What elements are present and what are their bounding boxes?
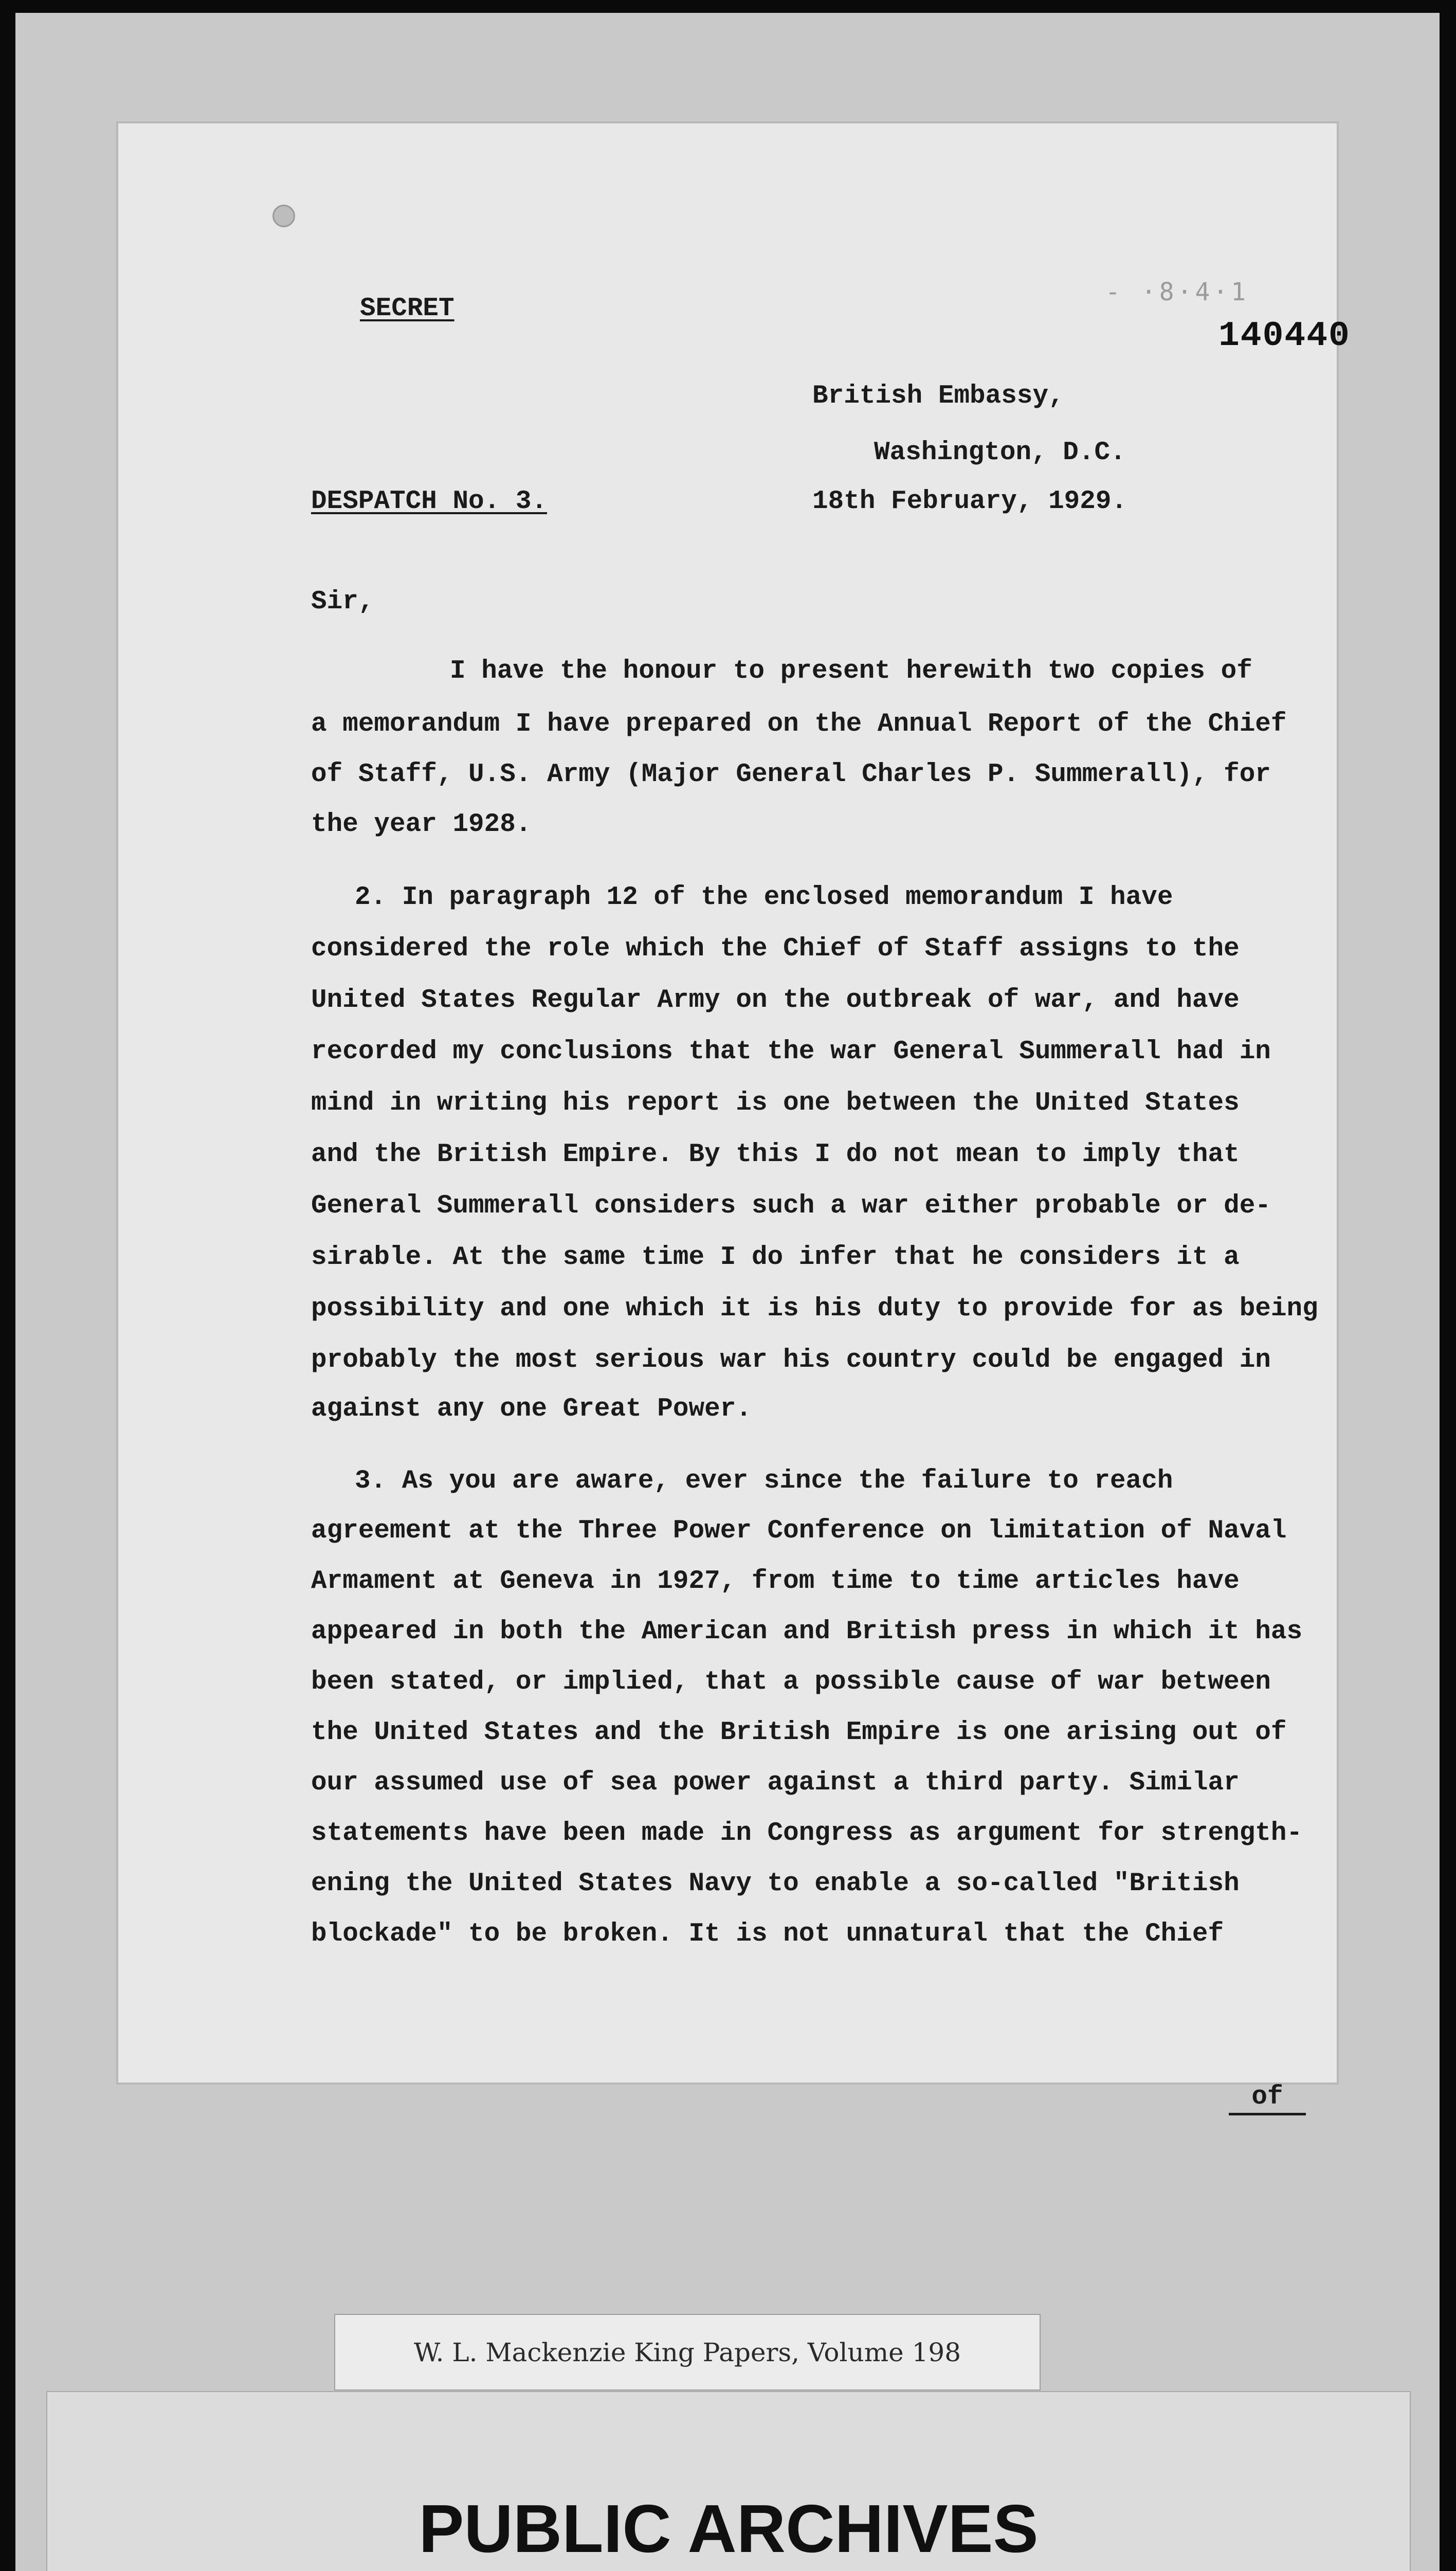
body-line: sirable. At the same time I do infer that he considers it a: [311, 1243, 1240, 1272]
body-line: statements have been made in Congress as argument for strength-: [311, 1819, 1303, 1848]
archive-stamp: [46, 2391, 1411, 2571]
body-line: appeared in both the American and British press in which it has: [311, 1617, 1303, 1646]
archive-stamp-english: PUBLIC ARCHIVES: [418, 2491, 1039, 2566]
body-line: a memorandum I have prepared on the Annual Report of the Chief: [311, 710, 1287, 739]
punch-hole: [272, 205, 295, 227]
microfilm-frame: [15, 13, 1440, 2571]
stamp-smudge: - ·8·4·1: [1105, 278, 1249, 306]
body-line: ening the United States Navy to enable a so-called "British: [311, 1869, 1240, 1898]
despatch-number: DESPATCH No. 3.: [311, 487, 548, 516]
body-line: blockade" to be broken. It is not unnatural that the Chief: [311, 1920, 1224, 1949]
body-line: General Summerall considers such a war either probable or de-: [311, 1191, 1271, 1221]
sender-address-line: British Embassy,: [812, 382, 1064, 411]
body-line: and the British Empire. By this I do not mean to imply that: [311, 1140, 1240, 1169]
body-line: considered the role which the Chief of Staff assigns to the: [311, 934, 1240, 964]
letter-page: [118, 123, 1351, 2112]
classification-heading: SECRET: [360, 294, 454, 323]
body-line: I have the honour to present herewith two copies of: [450, 657, 1252, 686]
body-line: 3. As you are aware, ever since the failure to reach: [355, 1466, 1173, 1496]
body-line: United States Regular Army on the outbreak of war, and have: [311, 986, 1240, 1015]
salutation: Sir,: [311, 587, 374, 617]
body-line: agreement at the Three Power Conference on limitation of Naval: [311, 1516, 1287, 1546]
archive-number: 140440: [1218, 316, 1351, 356]
body-line: of Staff, U.S. Army (Major General Charles P. Summerall), for: [311, 760, 1271, 789]
body-line: Armament at Geneva in 1927, from time to time articles have: [311, 1567, 1240, 1596]
sender-address-line: Washington, D.C.: [874, 438, 1126, 467]
letter-date: 18th February, 1929.: [812, 487, 1127, 516]
body-line: the year 1928.: [311, 810, 532, 839]
body-line: been stated, or implied, that a possible cause of war between: [311, 1668, 1271, 1697]
body-line: 2. In paragraph 12 of the enclosed memorandum I have: [355, 883, 1173, 912]
body-line: possibility and one which it is his duty to provide for as being: [311, 1294, 1318, 1324]
body-line: mind in writing his report is one between the United States: [311, 1089, 1240, 1118]
body-line: recorded my conclusions that the war General Summerall had in: [311, 1037, 1271, 1066]
volume-label: W. L. Mackenzie King Papers, Volume 198: [334, 2314, 1041, 2391]
body-line: probably the most serious war his country could be engaged in: [311, 1346, 1271, 1375]
body-line: against any one Great Power.: [311, 1395, 752, 1424]
catchword: of: [1229, 2083, 1306, 2115]
body-line: our assumed use of sea power against a third party. Similar: [311, 1768, 1240, 1798]
body-line: the United States and the British Empire is one arising out of: [311, 1718, 1287, 1747]
